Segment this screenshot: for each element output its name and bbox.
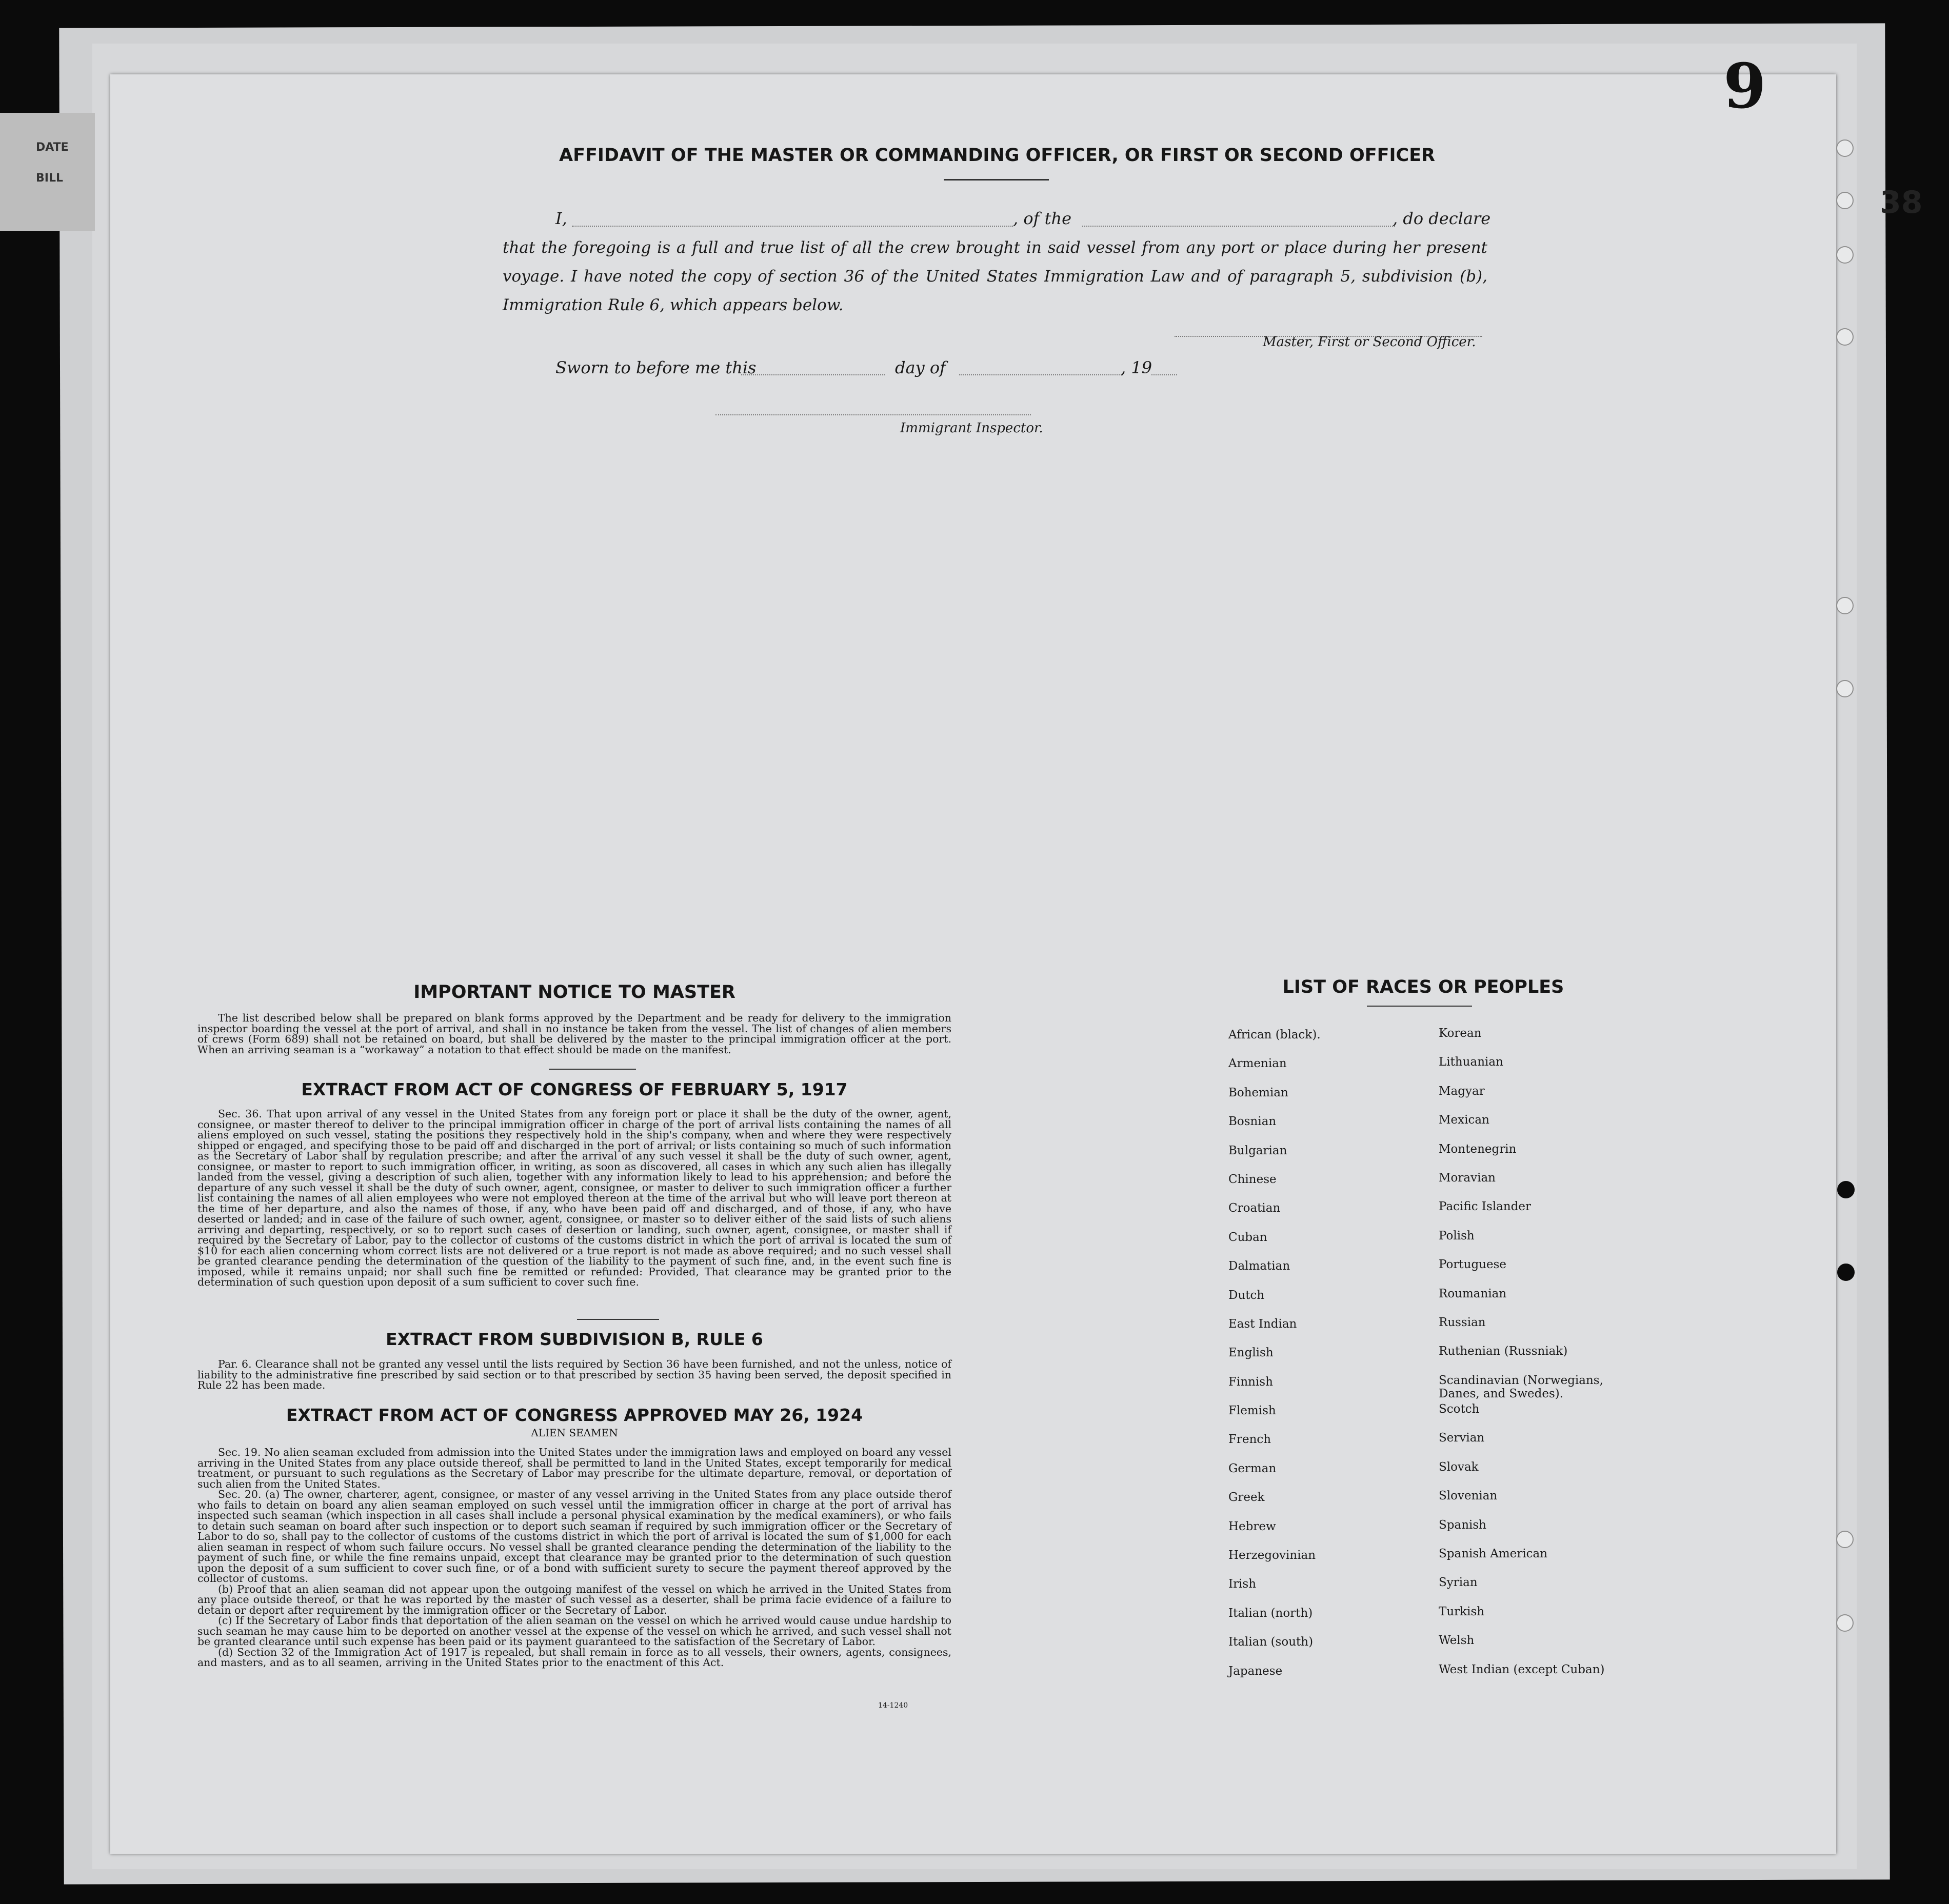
extract-rule6-paragraph: Par. 6. Clearance shall not be granted any vessel until the lists required by Section 36 have been furnished, and not the unless, notice of liability to the administrative fine prescribed by said section or to that prescribed by section 35 having been served, the deposit specified in Rule 22 has been made. [197, 1358, 951, 1391]
extract-1924-subtitle: ALIEN SEAMEN [531, 1427, 618, 1439]
extract-1924-paragraph: (b) Proof that an alien seaman did not appear upon the outgoing manifest of the vessel on which he arrived in the United States from any place outside thereof, or that he was reported by the master of such vessel as a deserter, shall be prima facie evidence of a failure to detain or deport after requirement by the immigration officer or the Secretary of Labor. [197, 1582, 951, 1616]
binder-hole [1836, 1614, 1854, 1632]
race-entry: Spanish [1439, 1518, 1486, 1532]
notice-title: IMPORTANT NOTICE TO MASTER [413, 982, 735, 1003]
binder-hole [1836, 139, 1854, 157]
extract-1924-title: EXTRACT FROM ACT OF CONGRESS APPROVED MAY 26, 1924 [286, 1405, 863, 1425]
race-entry: Mexican [1439, 1113, 1489, 1127]
race-entry: Italian (south) [1228, 1635, 1314, 1649]
race-entry: Hebrew [1228, 1519, 1276, 1533]
sworn-before-label: Sworn to before me this [555, 358, 757, 377]
extract-1924-paragraph: Sec. 19. No alien seaman excluded from admission into the United States under the immigration laws and employed on board any vessel arriving in the United States from any place outside thereof, shall be permitted to land in the United States, except temporarily for medical treatment, or pursuant to such regulations as the Secretary of Labor may prescribe for the ultimate departure, removal, or deportation of such alien from the United States. [197, 1446, 951, 1490]
race-entry: Scandinavian (Norwegians, Danes, and Swedes). [1439, 1373, 1603, 1400]
extract-1924-paragraph: Sec. 20. (a) The owner, charterer, agent, consignee, or master of any vessel arriving in the United States from any place outside therof who fails to detain on board any alien seaman employed on such vessel until the immigration officer in charge at the port of arrival has inspected such seaman (which inspection in all cases shall include a personal physical examination by the medical examiners), or who fails to detain such seaman on board after such inspection or to deport such seaman if required by such immigration officer or the Secretary of Labor to do so, shall pay to the collector of customs of the customs district in which the port of arrival is located the sum of $1,000 for each alien seaman in respect of whom such failure occurs. No vessel shall be granted clearance pending the determination of the liability to the payment of such fine, or while the fine remains unpaid, except that clearance may be granted prior to the determination of such question upon the deposit of a sum sufficient to cover such fine, or of a bond with sufficient surety to secure the payment thereof approved by the collector of customs. [197, 1488, 951, 1585]
race-entry: East Indian [1228, 1317, 1297, 1331]
race-entry: Armenian [1228, 1057, 1287, 1071]
binder-hole [1836, 597, 1854, 614]
master-signature-label: Master, First or Second Officer. [1263, 334, 1476, 350]
races-title-rule [1367, 1006, 1472, 1007]
races-left-column [1228, 1028, 1423, 1693]
race-entry: Bulgarian [1228, 1144, 1287, 1157]
affidavit-i-label: I, [555, 209, 567, 228]
binder-hole [1836, 328, 1854, 346]
inspector-signature-label: Immigrant Inspector. [900, 420, 1043, 436]
race-entry: Spanish American [1439, 1547, 1548, 1561]
race-entry: French [1228, 1433, 1271, 1447]
race-entry: Bosnian [1228, 1115, 1277, 1129]
officer-name-field[interactable] [572, 226, 1013, 227]
section-rule [577, 1319, 659, 1320]
side-number: 38 [1880, 185, 1923, 221]
race-entry: Japanese [1228, 1664, 1283, 1678]
binder-hole [1836, 1531, 1854, 1548]
race-entry: Syrian [1439, 1576, 1478, 1590]
race-entry: African (black). [1228, 1028, 1321, 1041]
edge-label-date: DATE [36, 141, 69, 154]
race-entry: Servian [1439, 1431, 1485, 1445]
race-entry: Flemish [1228, 1404, 1276, 1418]
inspector-signature-field[interactable] [715, 414, 1031, 415]
race-entry: Slovenian [1439, 1489, 1498, 1503]
edge-label-bill: BILL [36, 172, 63, 185]
notice-body [197, 1013, 951, 1055]
section-rule [549, 1069, 636, 1070]
extract-1924-paragraph: (c) If the Secretary of Labor finds that deportation of the alien seaman on the vessel on which he arrived would cause undue hardship to such seaman he may cause him to be deported on another vessel at the expense of the vessel on which he arrived, and such vessel shall not be granted clearance until such expense has been paid or its payment guaranteed to the satisfaction of the Secretary of Labor. [197, 1614, 951, 1648]
race-entry: Montenegrin [1439, 1142, 1517, 1156]
race-entry: Greek [1228, 1491, 1265, 1505]
binder-hole [1836, 680, 1854, 697]
binder-hole [1837, 1181, 1855, 1198]
race-entry: Moravian [1439, 1171, 1496, 1185]
extract-rule6-title: EXTRACT FROM SUBDIVISION B, RULE 6 [386, 1329, 763, 1349]
race-entry: Turkish [1439, 1605, 1485, 1618]
race-entry: Scotch [1439, 1402, 1480, 1416]
year-prefix-label: , 19 [1121, 358, 1152, 377]
affidavit-body: that the foregoing is a full and true list of all the crew brought in said vessel from any port or place during her present voyage. I have noted the copy of section 36 of the United States Immigration Law and of paragraph 5, subdivision (b), Immigration Rule 6, which appears below. [503, 238, 1487, 314]
sheet-number: 9 [1723, 50, 1766, 123]
extract-1924-body [197, 1447, 951, 1668]
race-entry: German [1228, 1461, 1277, 1475]
race-entry: Ruthenian (Russniak) [1439, 1345, 1568, 1358]
race-entry: Lithuanian [1439, 1055, 1503, 1069]
binder-hole [1837, 1264, 1855, 1281]
race-entry: Roumanian [1439, 1287, 1507, 1300]
affidavit-of-the-label: , of the [1013, 209, 1072, 228]
extract-1924-paragraph: (d) Section 32 of the Immigration Act of 1917 is repealed, but shall remain in force as to all vessels, their owners, agents, consignees, and masters, and as to all seamen, arriving in the United States prior to the enactment of this Act. [197, 1646, 951, 1669]
race-entry: Finnish [1228, 1375, 1273, 1389]
race-entry: Polish [1439, 1229, 1475, 1242]
affidavit-title-rule [944, 179, 1049, 181]
race-entry: Italian (north) [1228, 1606, 1313, 1620]
notice-paragraph: The list described below shall be prepared on blank forms approved by the Department and be ready for delivery to the immigration inspector boarding the vessel at the port of arrival, and shall in no instance be taken from the vessel. The list of changes of alien members of crews (Form 689) shall not be retained on board, but shall be delivered by the master to the principal immigration officer at the port. When an arriving seaman is a “workaway” a notation to that effect should be made on the manifest. [197, 1012, 951, 1056]
sworn-year-field[interactable] [1151, 374, 1177, 375]
race-entry: Chinese [1228, 1172, 1277, 1186]
adjacent-ledger-edge [0, 113, 95, 231]
form-number: 14-1240 [878, 1701, 908, 1710]
binder-hole [1836, 246, 1854, 264]
race-entry: Irish [1228, 1577, 1257, 1591]
vessel-name-field[interactable] [1082, 226, 1395, 227]
binder-hole [1836, 192, 1854, 209]
race-entry: English [1228, 1346, 1274, 1360]
extract-1917-title: EXTRACT FROM ACT OF CONGRESS OF FEBRUARY 5, 1917 [301, 1079, 848, 1099]
race-entry: Herzegovinian [1228, 1549, 1316, 1562]
races-right-column [1439, 1027, 1634, 1692]
race-entry: Pacific Islander [1439, 1200, 1532, 1214]
affidavit-do-declare-label: , do declare [1393, 209, 1491, 228]
race-entry: Portuguese [1439, 1258, 1507, 1272]
race-entry: Cuban [1228, 1230, 1267, 1244]
extract-1917-paragraph: Sec. 36. That upon arrival of any vessel in the United States from any foreign port or place it shall be the duty of the owner, agent, consignee, or master thereof to deliver to the principal immigration officer in charge of the port of arrival lists containing the names of all aliens employed on such vessel, stating the positions they respectively hold in the ship's company, when and where they were respectively shipped or engaged, and specifying those to be paid off and discharged in the port of arrival; or lists containing so much of such information as the Secretary of Labor shall by regulation prescribe; and after the arrival of any such vessel it shall be the duty of such owner, agent, consignee, or master to report to such immigration officer, in writing, as soon as discovered, all cases in which any such alien has illegally landed from the vessel, giving a description of such alien, together with any information likely to lead to his apprehension; and before the departure of any such vessel it shall be the duty of such owner, agent, consignee, or master to deliver to such immigration officer a further list containing the names of all alien employees who were not employed thereon at the time of the arrival but who will leave port thereon at the time of her departure, and also the names of those, if any, who have been paid off and discharged, and of those, if any, who have deserted or landed; and in case of the failure of such owner, agent, consignee, or master so to deliver either of the said lists of such aliens arriving and departing, respectively, or so to report such cases of desertion or landing, such owner, agent, consignee, or master shall if required by the Secretary of Labor, pay to the collector of customs of the customs district in which the port of arrival is located the sum of $10 for each alien concerning whom correct lists are not delivered or a true report is not made as above required; and no such vessel shall be granted clearance pending the determination of the question of the liability to the payment of such fine, and, in the event such fine is imposed, while it remains unpaid; nor shall such fine be remitted or refunded: Provided, That clearance may be granted prior to the determination of such question upon deposit of a sum sufficient to cover such fine. [197, 1108, 951, 1288]
extract-1917-body [197, 1109, 951, 1288]
sworn-month-field[interactable] [959, 374, 1123, 375]
race-entry: Bohemian [1228, 1086, 1288, 1099]
day-of-label: day of [895, 358, 946, 377]
race-entry: West Indian (except Cuban) [1439, 1662, 1605, 1676]
race-entry: Dalmatian [1228, 1259, 1290, 1273]
race-entry: Welsh [1439, 1634, 1475, 1648]
race-entry: Slovak [1439, 1460, 1479, 1474]
race-entry: Magyar [1439, 1084, 1485, 1098]
race-entry: Dutch [1228, 1288, 1265, 1302]
affidavit-title: AFFIDAVIT OF THE MASTER OR COMMANDING OFFICER, OR FIRST OR SECOND OFFICER [559, 145, 1436, 166]
races-title: LIST OF RACES OR PEOPLES [1282, 977, 1564, 997]
race-entry: Croatian [1228, 1201, 1281, 1215]
sworn-day-field[interactable] [741, 374, 885, 375]
race-entry: Russian [1439, 1315, 1486, 1329]
race-entry: Korean [1439, 1027, 1482, 1040]
extract-rule6-body [197, 1359, 951, 1391]
